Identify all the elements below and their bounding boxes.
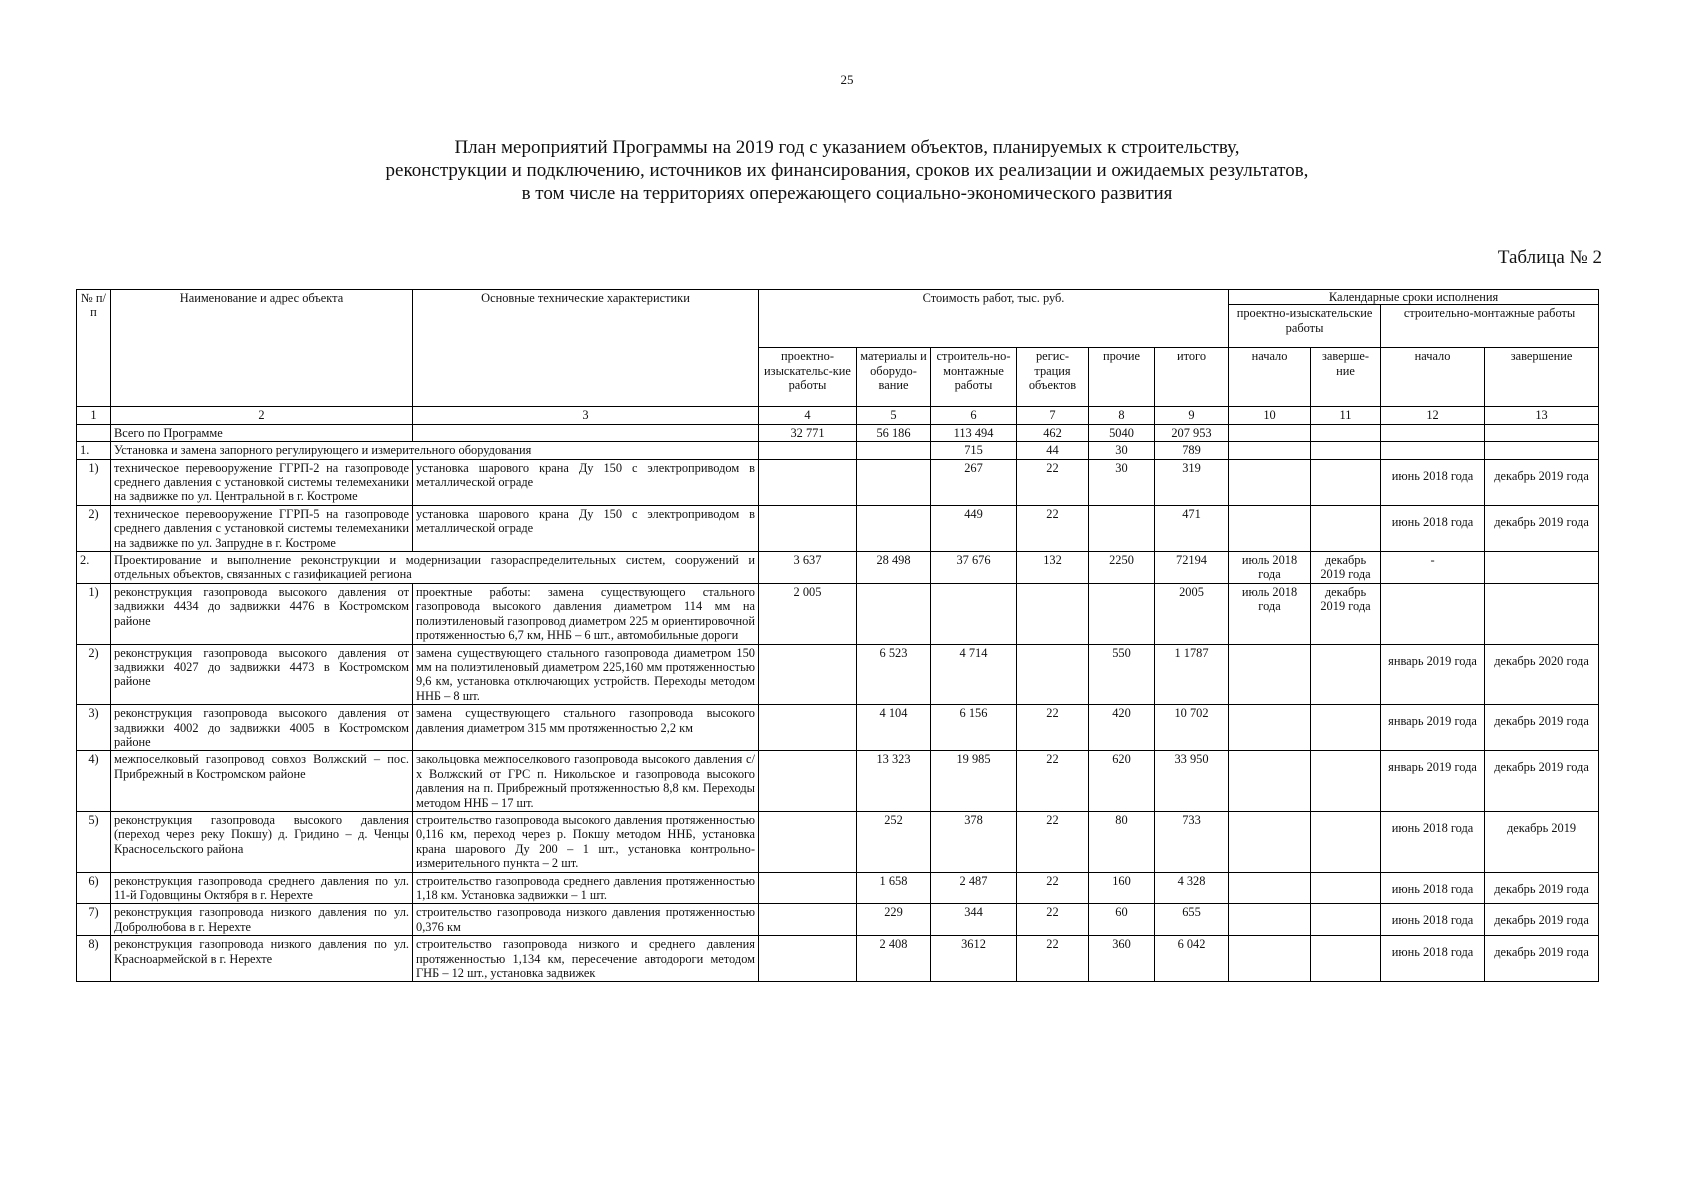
cost-registration: 22 bbox=[1017, 459, 1089, 505]
cost-construct: 267 bbox=[931, 459, 1017, 505]
date-d_end bbox=[1311, 936, 1381, 982]
date-d_start bbox=[1229, 872, 1311, 904]
date-s_end: декабрь 2019 года bbox=[1485, 904, 1599, 936]
section-num: 2. bbox=[77, 552, 111, 584]
cost-design bbox=[759, 811, 857, 872]
date-s_start: июнь 2018 года bbox=[1381, 904, 1485, 936]
program-plan-table bbox=[76, 289, 1599, 982]
object-name: реконструкция газопровода высокого давления от задвижки 4434 до задвижки 4476 в Костромском районе bbox=[111, 583, 413, 644]
date-s_start: июнь 2018 года bbox=[1381, 811, 1485, 872]
cost-total: 4 328 bbox=[1155, 872, 1229, 904]
date-s_end: декабрь 2019 года bbox=[1485, 751, 1599, 812]
date-d_start bbox=[1229, 904, 1311, 936]
date-s_end: декабрь 2019 года bbox=[1485, 872, 1599, 904]
section-num: 1. bbox=[77, 442, 111, 459]
cost-other bbox=[1089, 505, 1155, 551]
object-name: реконструкция газопровода среднего давления по ул. 11-й Годовщины Октября в г. Нерехте bbox=[111, 872, 413, 904]
header-row-1 bbox=[77, 290, 1599, 305]
row-num: 6) bbox=[77, 872, 111, 904]
cost-materials: 252 bbox=[857, 811, 931, 872]
date-s_start: январь 2019 года bbox=[1381, 705, 1485, 751]
column-number-row bbox=[77, 407, 1599, 424]
cost-materials: 13 323 bbox=[857, 751, 931, 812]
cost-total: 6 042 bbox=[1155, 936, 1229, 982]
object-name: техническое перевооружение ГГРП-2 на газопроводе среднего давления с установкой системы телемеханики на задвижке по ул. Центральной в г. Костроме bbox=[111, 459, 413, 505]
object-name: техническое перевооружение ГГРП-5 на газопроводе среднего давления с установкой системы телемеханики на задвижке по ул. Запрудне в г. Костроме bbox=[111, 505, 413, 551]
cost-construct: 378 bbox=[931, 811, 1017, 872]
cost-materials bbox=[857, 505, 931, 551]
date-d_end bbox=[1311, 459, 1381, 505]
date-d_start bbox=[1229, 811, 1311, 872]
cost-other: 60 bbox=[1089, 904, 1155, 936]
cost-materials bbox=[857, 583, 931, 644]
totals-s_end bbox=[1485, 424, 1599, 441]
cost-registration: 22 bbox=[1017, 705, 1089, 751]
date-s_start: июнь 2018 года bbox=[1381, 936, 1485, 982]
header-cost: Стоимость работ, тыс. руб. bbox=[759, 290, 1229, 348]
cost-total: 1 1787 bbox=[1155, 644, 1229, 705]
cost-materials: 1 658 bbox=[857, 872, 931, 904]
section-d_end: декабрь 2019 года bbox=[1311, 552, 1381, 584]
column-number: 13 bbox=[1485, 407, 1599, 424]
section-d_start bbox=[1229, 442, 1311, 459]
table-row bbox=[77, 751, 1599, 812]
row-num: 1) bbox=[77, 583, 111, 644]
object-name: реконструкция газопровода высокого давления (переход через реку Покшу) д. Гридино – д. Ченцы Красносельского района bbox=[111, 811, 413, 872]
table-row bbox=[77, 904, 1599, 936]
row-num: 1) bbox=[77, 459, 111, 505]
totals-construct: 113 494 bbox=[931, 424, 1017, 441]
cost-design bbox=[759, 751, 857, 812]
column-number: 5 bbox=[857, 407, 931, 424]
cost-total: 33 950 bbox=[1155, 751, 1229, 812]
cost-total: 2005 bbox=[1155, 583, 1229, 644]
cost-registration: 22 bbox=[1017, 872, 1089, 904]
section-total: 789 bbox=[1155, 442, 1229, 459]
totals-s_start bbox=[1381, 424, 1485, 441]
cost-materials bbox=[857, 459, 931, 505]
tech-characteristics: строительство газопровода низкого давления протяженностью 0,376 км bbox=[413, 904, 759, 936]
date-d_end: декабрь 2019 года bbox=[1311, 583, 1381, 644]
object-name: реконструкция газопровода высокого давления от задвижки 4027 до задвижки 4473 в Костромском районе bbox=[111, 644, 413, 705]
totals-d_end bbox=[1311, 424, 1381, 441]
cost-total: 655 bbox=[1155, 904, 1229, 936]
date-d_start bbox=[1229, 936, 1311, 982]
tech-characteristics: установка шарового крана Ду 150 с электроприводом в металлической ограде bbox=[413, 505, 759, 551]
tech-characteristics: строительство газопровода высокого давления протяженностью 0,116 км, переход через р. Покшу методом ННБ, установка крана шарового Ду 200 – 1 шт., установка контрольно-измерительного пункта – 2 шт. bbox=[413, 811, 759, 872]
table-row bbox=[77, 705, 1599, 751]
header-col-design-start: начало bbox=[1229, 348, 1311, 407]
section-title: Установка и замена запорного регулирующего и измерительного оборудования bbox=[111, 442, 759, 459]
date-s_start bbox=[1381, 583, 1485, 644]
date-s_end bbox=[1485, 583, 1599, 644]
section-construct: 37 676 bbox=[931, 552, 1017, 584]
date-d_end bbox=[1311, 644, 1381, 705]
cost-design bbox=[759, 505, 857, 551]
table-row bbox=[77, 644, 1599, 705]
totals-label: Всего по Программе bbox=[111, 424, 413, 441]
cost-registration: 22 bbox=[1017, 811, 1089, 872]
header-col-design-end: заверше-ние bbox=[1311, 348, 1381, 407]
object-name: реконструкция газопровода высокого давления от задвижки 4002 до задвижки 4005 в Костромском районе bbox=[111, 705, 413, 751]
cost-construct: 449 bbox=[931, 505, 1017, 551]
section-design bbox=[759, 442, 857, 459]
cost-materials: 2 408 bbox=[857, 936, 931, 982]
date-d_end bbox=[1311, 751, 1381, 812]
object-name: реконструкция газопровода низкого давления по ул. Красноармейской в г. Нерехте bbox=[111, 936, 413, 982]
tech-characteristics: строительство газопровода низкого и среднего давления протяженностью 1,134 км, пересечение автодороги методом ГНБ – 12 шт., установка задвижек bbox=[413, 936, 759, 982]
header-col-design: проектно-изыскательс-кие работы bbox=[759, 348, 857, 407]
date-s_start: январь 2019 года bbox=[1381, 644, 1485, 705]
table-label: Таблица № 2 bbox=[1497, 247, 1602, 268]
column-number: 8 bbox=[1089, 407, 1155, 424]
date-s_end: декабрь 2019 года bbox=[1485, 705, 1599, 751]
section-construct: 715 bbox=[931, 442, 1017, 459]
cost-design bbox=[759, 644, 857, 705]
totals-total: 207 953 bbox=[1155, 424, 1229, 441]
title-line-2: реконструкции и подключению, источников их финансирования, сроков их реализации и ожидаемых результатов, bbox=[385, 160, 1309, 181]
date-d_start bbox=[1229, 644, 1311, 705]
header-col-total: итого bbox=[1155, 348, 1229, 407]
table-row bbox=[77, 459, 1599, 505]
cost-other: 30 bbox=[1089, 459, 1155, 505]
cost-total: 471 bbox=[1155, 505, 1229, 551]
section-s_start bbox=[1381, 442, 1485, 459]
table-body bbox=[77, 424, 1599, 982]
header-col-materials: материалы и оборудо-вание bbox=[857, 348, 931, 407]
cost-other: 360 bbox=[1089, 936, 1155, 982]
section-total: 72194 bbox=[1155, 552, 1229, 584]
section-title: Проектирование и выполнение реконструкции и модернизации газораспределительных систем, сооружений и отдельных объектов, связанных с газификацией региона bbox=[111, 552, 759, 584]
totals-materials: 56 186 bbox=[857, 424, 931, 441]
row-num: 3) bbox=[77, 705, 111, 751]
header-col-other: прочие bbox=[1089, 348, 1155, 407]
object-name: реконструкция газопровода низкого давления по ул. Добролюбова в г. Нерехте bbox=[111, 904, 413, 936]
section-design: 3 637 bbox=[759, 552, 857, 584]
date-d_start: июль 2018 года bbox=[1229, 583, 1311, 644]
cost-design bbox=[759, 872, 857, 904]
header-col-construct-start: начало bbox=[1381, 348, 1485, 407]
tech-characteristics: замена существующего стального газопровода диаметром 150 мм на полиэтиленовый диаметром 225,160 мм протяженностью 9,6 км, установка отключающих устройств. Переходы методом ННБ – 8 шт. bbox=[413, 644, 759, 705]
cost-design bbox=[759, 904, 857, 936]
cost-registration: 22 bbox=[1017, 904, 1089, 936]
cost-construct: 344 bbox=[931, 904, 1017, 936]
section-registration: 132 bbox=[1017, 552, 1089, 584]
section-materials: 28 498 bbox=[857, 552, 931, 584]
date-d_end bbox=[1311, 904, 1381, 936]
object-name: межпоселковый газопровод совхоз Волжский – пос. Прибрежный в Костромском районе bbox=[111, 751, 413, 812]
section-other: 2250 bbox=[1089, 552, 1155, 584]
section-d_start: июль 2018 года bbox=[1229, 552, 1311, 584]
column-number: 10 bbox=[1229, 407, 1311, 424]
section-row bbox=[77, 552, 1599, 584]
cost-construct: 19 985 bbox=[931, 751, 1017, 812]
cost-other: 620 bbox=[1089, 751, 1155, 812]
column-number: 6 bbox=[931, 407, 1017, 424]
cost-other bbox=[1089, 583, 1155, 644]
header-tech: Основные технические характеристики bbox=[413, 290, 759, 407]
cost-design bbox=[759, 705, 857, 751]
date-s_start: июнь 2018 года bbox=[1381, 872, 1485, 904]
column-number: 4 bbox=[759, 407, 857, 424]
date-d_end bbox=[1311, 872, 1381, 904]
cost-construct bbox=[931, 583, 1017, 644]
cost-other: 160 bbox=[1089, 872, 1155, 904]
date-d_end bbox=[1311, 505, 1381, 551]
tech-characteristics: закольцовка межпоселкового газопровода высокого давления с/х Волжский от ГРС п. Никольское и газопровода высокого давления на п. Прибрежный протяженностью 8,8 км. Переходы методом ННБ – 17 шт. bbox=[413, 751, 759, 812]
column-number: 1 bbox=[77, 407, 111, 424]
header-num: № п/п bbox=[77, 290, 111, 407]
column-number: 12 bbox=[1381, 407, 1485, 424]
date-s_end: декабрь 2019 года bbox=[1485, 505, 1599, 551]
section-registration: 44 bbox=[1017, 442, 1089, 459]
table-row bbox=[77, 505, 1599, 551]
column-number: 7 bbox=[1017, 407, 1089, 424]
cost-materials: 6 523 bbox=[857, 644, 931, 705]
row-num: 8) bbox=[77, 936, 111, 982]
cost-registration bbox=[1017, 644, 1089, 705]
section-row bbox=[77, 442, 1599, 459]
page-number: 25 bbox=[840, 72, 854, 87]
totals-design: 32 771 bbox=[759, 424, 857, 441]
date-s_start: январь 2019 года bbox=[1381, 751, 1485, 812]
totals-registration: 462 bbox=[1017, 424, 1089, 441]
date-s_start: июнь 2018 года bbox=[1381, 505, 1485, 551]
date-s_end: декабрь 2020 года bbox=[1485, 644, 1599, 705]
tech-characteristics: замена существующего стального газопровода высокого давления диаметром 315 мм протяженностью 2,2 км bbox=[413, 705, 759, 751]
row-num: 7) bbox=[77, 904, 111, 936]
cost-other: 420 bbox=[1089, 705, 1155, 751]
section-other: 30 bbox=[1089, 442, 1155, 459]
cost-registration: 22 bbox=[1017, 936, 1089, 982]
cost-other: 550 bbox=[1089, 644, 1155, 705]
date-s_end: декабрь 2019 bbox=[1485, 811, 1599, 872]
column-number: 11 bbox=[1311, 407, 1381, 424]
row-num: 4) bbox=[77, 751, 111, 812]
date-d_end bbox=[1311, 811, 1381, 872]
date-d_start bbox=[1229, 751, 1311, 812]
cost-construct: 6 156 bbox=[931, 705, 1017, 751]
table-row bbox=[77, 811, 1599, 872]
header-col-construct: строитель-но-монтажные работы bbox=[931, 348, 1017, 407]
cost-materials: 229 bbox=[857, 904, 931, 936]
cost-registration: 22 bbox=[1017, 505, 1089, 551]
date-d_start bbox=[1229, 705, 1311, 751]
date-s_start: июнь 2018 года bbox=[1381, 459, 1485, 505]
header-construct-group: строительно-монтажные работы bbox=[1381, 305, 1599, 348]
header-col-registration: регис-трация объектов bbox=[1017, 348, 1089, 407]
section-s_start: - bbox=[1381, 552, 1485, 584]
cost-total: 319 bbox=[1155, 459, 1229, 505]
section-s_end bbox=[1485, 442, 1599, 459]
table-row bbox=[77, 872, 1599, 904]
column-number: 2 bbox=[111, 407, 413, 424]
title-line-1: План мероприятий Программы на 2019 год с указанием объектов, планируемых к строительству, bbox=[454, 137, 1240, 158]
section-d_end bbox=[1311, 442, 1381, 459]
tech-characteristics: проектные работы: замена существующего стального газопровода высокого давления диаметром 114 мм на полиэтиленовый газопровод диаметром 225 м ориентировочной протяженностью 6,7 км, ННБ – 6 шт., автомобильные дороги bbox=[413, 583, 759, 644]
totals-other: 5040 bbox=[1089, 424, 1155, 441]
cost-design: 2 005 bbox=[759, 583, 857, 644]
table-row bbox=[77, 936, 1599, 982]
header-name: Наименование и адрес объекта bbox=[111, 290, 413, 407]
totals-row bbox=[77, 424, 1599, 441]
cost-other: 80 bbox=[1089, 811, 1155, 872]
column-number: 9 bbox=[1155, 407, 1229, 424]
row-num: 2) bbox=[77, 644, 111, 705]
tech-characteristics: установка шарового крана Ду 150 с электроприводом в металлической ограде bbox=[413, 459, 759, 505]
cost-total: 733 bbox=[1155, 811, 1229, 872]
section-s_end bbox=[1485, 552, 1599, 584]
cost-construct: 3612 bbox=[931, 936, 1017, 982]
tech-characteristics: строительство газопровода среднего давления протяженностью 1,18 км. Установка задвижки – 1 шт. bbox=[413, 872, 759, 904]
title-line-3: в том числе на территориях опережающего социально-экономического развития bbox=[521, 183, 1173, 204]
cost-registration: 22 bbox=[1017, 751, 1089, 812]
row-num: 2) bbox=[77, 505, 111, 551]
header-calendar: Календарные сроки исполнения bbox=[1229, 290, 1599, 305]
cost-design bbox=[759, 936, 857, 982]
date-s_end: декабрь 2019 года bbox=[1485, 936, 1599, 982]
table-row bbox=[77, 583, 1599, 644]
date-d_start bbox=[1229, 505, 1311, 551]
cost-construct: 2 487 bbox=[931, 872, 1017, 904]
date-d_start bbox=[1229, 459, 1311, 505]
totals-d_start bbox=[1229, 424, 1311, 441]
header-col-construct-end: завершение bbox=[1485, 348, 1599, 407]
column-number: 3 bbox=[413, 407, 759, 424]
date-d_end bbox=[1311, 705, 1381, 751]
cost-registration bbox=[1017, 583, 1089, 644]
cost-materials: 4 104 bbox=[857, 705, 931, 751]
header-design-group: проектно-изыскательские работы bbox=[1229, 305, 1381, 348]
section-materials bbox=[857, 442, 931, 459]
cost-total: 10 702 bbox=[1155, 705, 1229, 751]
cost-construct: 4 714 bbox=[931, 644, 1017, 705]
cost-design bbox=[759, 459, 857, 505]
date-s_end: декабрь 2019 года bbox=[1485, 459, 1599, 505]
row-num: 5) bbox=[77, 811, 111, 872]
document-title bbox=[0, 136, 1694, 205]
totals-num bbox=[77, 424, 111, 441]
totals-tech bbox=[413, 424, 759, 441]
